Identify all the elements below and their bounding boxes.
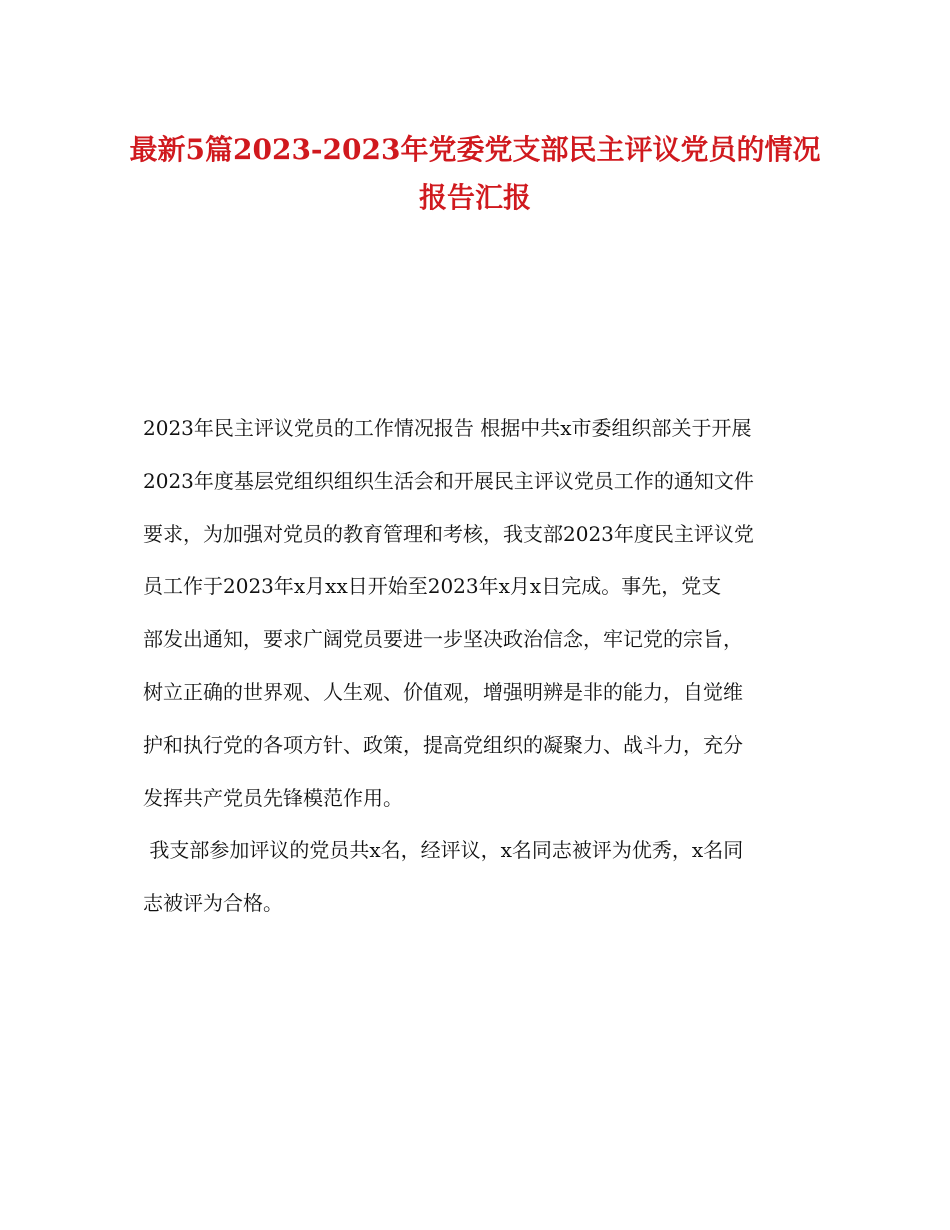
body-line: 2023年民主评议党员的工作情况报告 根据中共x市委组织部关于开展 bbox=[143, 416, 752, 440]
body-line: 员工作于2023年x月xx日开始至2023年x月x日完成。事先，党支 bbox=[143, 574, 722, 599]
body-line: 护和执行党的各项方针、政策，提高党组织的凝聚力、战斗力，充分 bbox=[143, 732, 743, 757]
body-line: 发挥共产党员先锋模范作用。 bbox=[143, 785, 403, 810]
body-line: 部发出通知，要求广阔党员要进一步坚决政治信念，牢记党的宗旨， bbox=[143, 627, 743, 652]
document-title bbox=[100, 126, 850, 222]
body-line: 我支部参加评议的党员共x名，经评议，x名同志被评为优秀，x名同 bbox=[143, 838, 744, 863]
document-body bbox=[143, 402, 813, 930]
body-line: 要求，为加强对党员的教育管理和考核，我支部2023年度民主评议党 bbox=[143, 521, 754, 546]
document-title-line-2: 报告汇报 bbox=[418, 181, 531, 214]
body-line: 志被评为合格。 bbox=[143, 891, 283, 916]
body-line: 树立正确的世界观、人生观、价值观，增强明辨是非的能力，自觉维 bbox=[143, 679, 743, 704]
body-line: 2023年度基层党组织组织生活会和开展民主评议党员工作的通知文件 bbox=[143, 468, 754, 493]
document-title-line-1: 最新5篇2023-2023年党委党支部民主评议党员的情况 bbox=[129, 133, 821, 166]
